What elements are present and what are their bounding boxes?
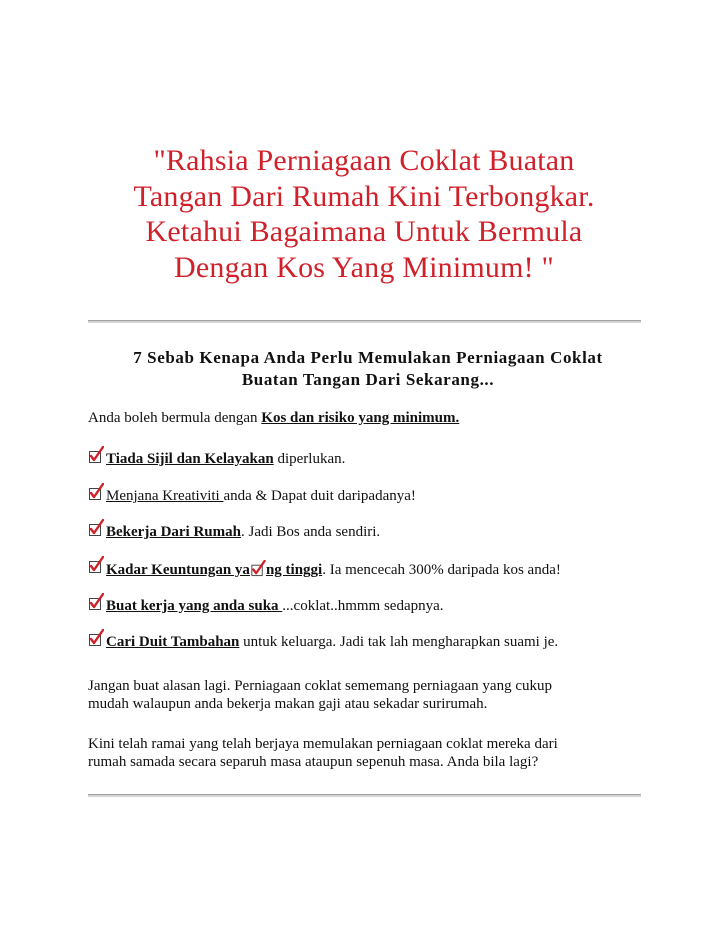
list-item	[88, 519, 648, 556]
list-item	[88, 629, 648, 666]
paragraph-line: Jangan buat alasan lagi. Perniagaan coklat sememang perniagaan yang cukup	[88, 678, 552, 694]
paragraph-line: mudah walaupun anda bekerja makan gaji atau sekadar surirumah.	[88, 696, 488, 712]
subheading-line: 7 Sebab Kenapa Anda Perlu Memulakan Perniagaan Coklat	[133, 348, 603, 367]
red-checkmark-icon	[88, 483, 104, 501]
bullet-strong: ng tinggi	[265, 562, 323, 579]
intro-lead: Anda boleh bermula dengan	[88, 410, 262, 426]
divider-bottom	[88, 794, 641, 797]
bullet-rest: . Ia mencecah 300% daripada kos anda!	[322, 562, 561, 579]
headline-line: Dengan Kos Yang Minimum! "	[174, 250, 554, 284]
red-checkmark-icon	[88, 446, 104, 464]
red-checkmark-icon	[88, 593, 104, 611]
paragraph-line: Kini telah ramai yang telah berjaya memulakan perniagaan coklat mereka dari	[88, 736, 558, 752]
bullet-rest: ...coklat..hmmm sedapnya.	[282, 597, 444, 614]
list-item	[88, 446, 648, 483]
bullet-rest: untuk keluarga. Jadi tak lah mengharapkan suami je.	[239, 634, 559, 651]
subheading-line: Buatan Tangan Dari Sekarang...	[241, 370, 495, 389]
red-checkmark-icon	[250, 560, 266, 577]
paragraph-line: rumah samada secara separuh masa ataupun sepenuh masa. Anda bila lagi?	[88, 754, 539, 770]
subheading	[88, 347, 648, 391]
bullet-strong: Bekerja Dari Rumah	[106, 524, 241, 541]
headline-line: Ketahui Bagaimana Untuk Bermula	[145, 215, 583, 248]
bullet-rest: . Jadi Bos anda sendiri.	[241, 524, 381, 541]
bullet-strong: Tiada Sijil dan Kelayakan	[106, 451, 274, 467]
bullet-rest: diperlukan.	[273, 451, 346, 467]
paragraph-no-excuses	[88, 677, 648, 713]
intro-text	[88, 409, 459, 427]
bullet-underlined: Menjana Kreativiti	[106, 487, 224, 504]
headline-line: Tangan Dari Rumah Kini Terbongkar.	[133, 179, 595, 213]
paragraph-success	[88, 735, 648, 771]
bullet-strong: Kadar Keuntungan ya	[106, 562, 250, 579]
intro-emphasis: Kos dan risiko yang minimum.	[261, 410, 460, 426]
list-item	[88, 483, 648, 520]
red-checkmark-icon	[88, 519, 104, 537]
list-item	[88, 556, 648, 593]
headline	[88, 143, 640, 285]
bullet-strong: Cari Duit Tambahan	[106, 634, 240, 651]
bullet-rest: anda & Dapat duit daripadanya!	[223, 487, 416, 504]
divider-top	[88, 320, 641, 323]
red-checkmark-icon	[88, 556, 104, 574]
bullet-strong: Buat kerja yang anda suka	[106, 597, 283, 614]
headline-line: "Rahsia Perniagaan Coklat Buatan	[153, 144, 575, 177]
list-item	[88, 593, 648, 630]
red-checkmark-icon	[88, 629, 104, 647]
reasons-list	[88, 446, 648, 666]
